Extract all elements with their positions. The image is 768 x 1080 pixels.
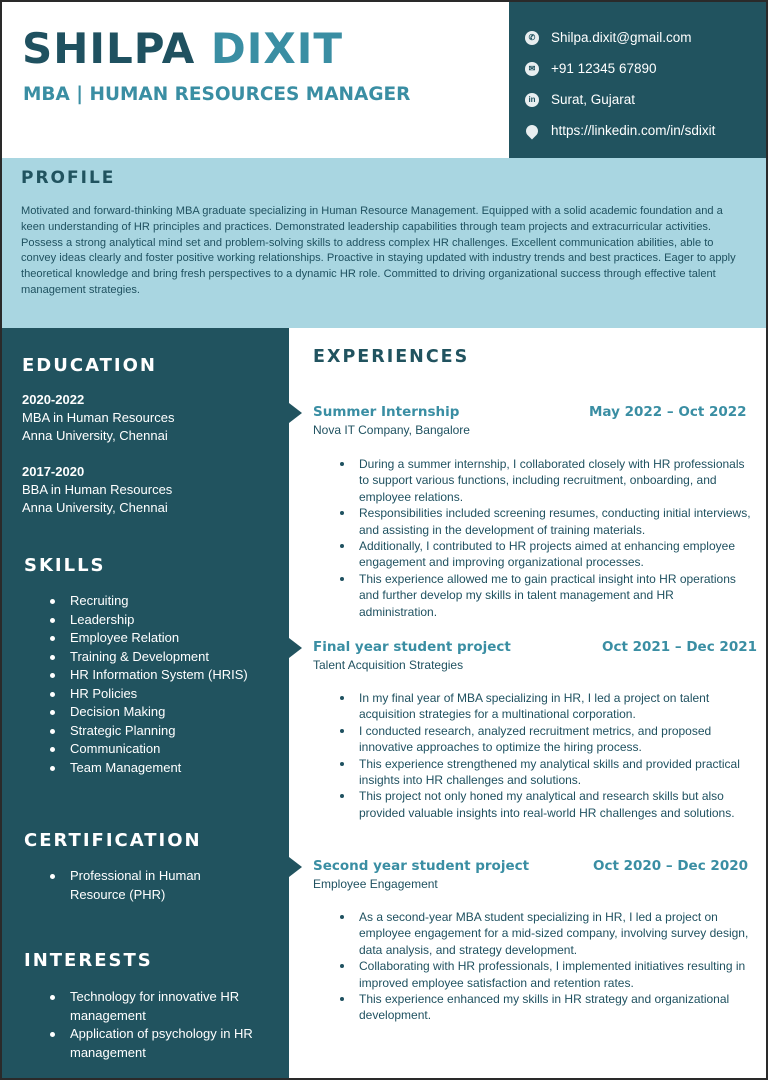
skills-list [50,592,248,777]
contact-text: https://linkedin.com/in/sdixit [551,123,716,138]
contact-text: +91 12345 67890 [551,61,657,76]
profile-section [2,158,768,328]
skill-item: Team Management [50,759,248,778]
experiences-heading: EXPERIENCES [313,347,470,367]
candidate-name [22,24,343,73]
profile-heading: PROFILE [21,168,116,188]
contact-panel [509,2,768,158]
experience-bullet: This project not only honed my analytical and research skills but also provided valuable insights into real-world HR challenges and solutions. [339,788,751,821]
education-heading: EDUCATION [22,355,157,376]
experience-bullet: I conducted research, analyzed recruitment metrics, and proposed innovative approaches to optimize the hiring process. [339,723,751,756]
location-icon [524,122,541,139]
experience-dates: May 2022 – Oct 2022 [589,404,747,420]
experience-bullets [339,456,751,620]
experience-dates: Oct 2020 – Dec 2020 [593,858,748,874]
skills-heading: SKILLS [24,555,106,576]
experience-title: Summer Internship [313,404,460,420]
interest-item: Technology for innovative HR management [50,988,270,1025]
skill-item: Employee Relation [50,629,248,648]
skill-item: Communication [50,740,248,759]
interests-list [50,988,270,1062]
experience-title: Final year student project [313,639,511,655]
experience-title: Second year student project [313,858,530,874]
experience-bullet: Collaborating with HR professionals, I implemented initiatives resulting in improved employee satisfaction and retention rates. [339,958,751,991]
contact-phone[interactable] [509,53,768,84]
education-degree: MBA in Human Resources [22,410,175,425]
skill-item: HR Information System (HRIS) [50,666,248,685]
certification-item: Professional in Human Resource (PHR) [50,867,250,904]
interest-item: Application of psychology in HR management [50,1025,270,1062]
education-degree: BBA in Human Resources [22,482,173,497]
interests-heading: INTERESTS [24,950,153,971]
contact-linkedin[interactable] [509,115,768,146]
skill-item: Decision Making [50,703,248,722]
linkedin-icon: in [525,93,539,107]
job-title-headline: MBA | HUMAN RESOURCES MANAGER [23,84,411,105]
contact-location [509,84,768,115]
contact-email[interactable] [509,22,768,53]
education-school: Anna University, Chennai [22,428,168,443]
timeline-arrow-icon [289,638,302,658]
experience-org: Nova IT Company, Bangalore [313,423,470,437]
timeline-arrow-icon [289,403,302,423]
experience-org: Employee Engagement [313,877,438,891]
skill-item: Training & Development [50,648,248,667]
contact-text: Shilpa.dixit@gmail.com [551,30,692,45]
sidebar [2,328,289,1080]
resume-header [2,2,509,158]
profile-text: Motivated and forward-thinking MBA graduate specializing in Human Resource Management. Equipped with a solid academic foundation and a keen understanding of HR principles and practices. Demonstrated leadership capabilities through team projects and extracurricular activities. Possess a strong analytical mind set and problem-solving skills to address complex HR challenges. Excellent communication abilities, able to convey ideas clearly and foster positive working relationships. Proactive in staying updated with industry trends and best practices. Eager to apply theoretical knowledge and bring fresh perspectives to a dynamic HR role. Committed to driving organizational success through effective talent management strategies. [21,205,736,296]
experience-bullet: This experience allowed me to gain practical insight into HR operations and further develop my skills in talent management and HR administration. [339,571,751,620]
email-icon: ✉ [525,62,539,76]
experience-org: Talent Acquisition Strategies [313,658,464,672]
phone-icon: ✆ [525,31,539,45]
experience-bullet: In my final year of MBA specializing in HR, I led a project on talent acquisition strategies for a multinational corporation. [339,690,751,723]
experience-bullet: This experience strengthened my analytical skills and provided practical insights into HR challenges and solutions. [339,756,751,789]
skill-item: Leadership [50,611,248,630]
education-item [22,463,172,517]
certification-heading: CERTIFICATION [24,830,202,851]
experience-bullet: Additionally, I contributed to HR projects aimed at enhancing employee engagement and improving organizational processes. [339,538,751,571]
timeline-arrow-icon [289,857,302,877]
experience-bullets [339,690,751,821]
experience-dates: Oct 2021 – Dec 2021 [602,639,757,655]
experience-bullet: This experience enhanced my skills in HR strategy and organizational development. [339,991,751,1024]
education-school: Anna University, Chennai [22,500,168,515]
education-years: 2020-2022 [22,392,85,407]
experience-bullets [339,909,751,1024]
certification-list [50,867,250,904]
experience-bullet: During a summer internship, I collaborated closely with HR professionals to support various functions, including recruitment, onboarding, and employee relations. [339,456,751,505]
last-name: DIXIT [210,24,344,73]
education-item [22,391,174,445]
first-name: SHILPA [22,24,196,73]
contact-text: Surat, Gujarat [551,92,636,107]
skill-item: Recruiting [50,592,248,611]
skill-item: Strategic Planning [50,722,248,741]
experience-bullet: Responsibilities included screening resumes, conducting initial interviews, and assisting in the development of training materials. [339,505,751,538]
education-years: 2017-2020 [22,464,85,479]
skill-item: HR Policies [50,685,248,704]
experience-bullet: As a second-year MBA student specializing in HR, I led a project on employee engagement for a mid-sized company, involving survey design, data analysis, and strategy development. [339,909,751,958]
